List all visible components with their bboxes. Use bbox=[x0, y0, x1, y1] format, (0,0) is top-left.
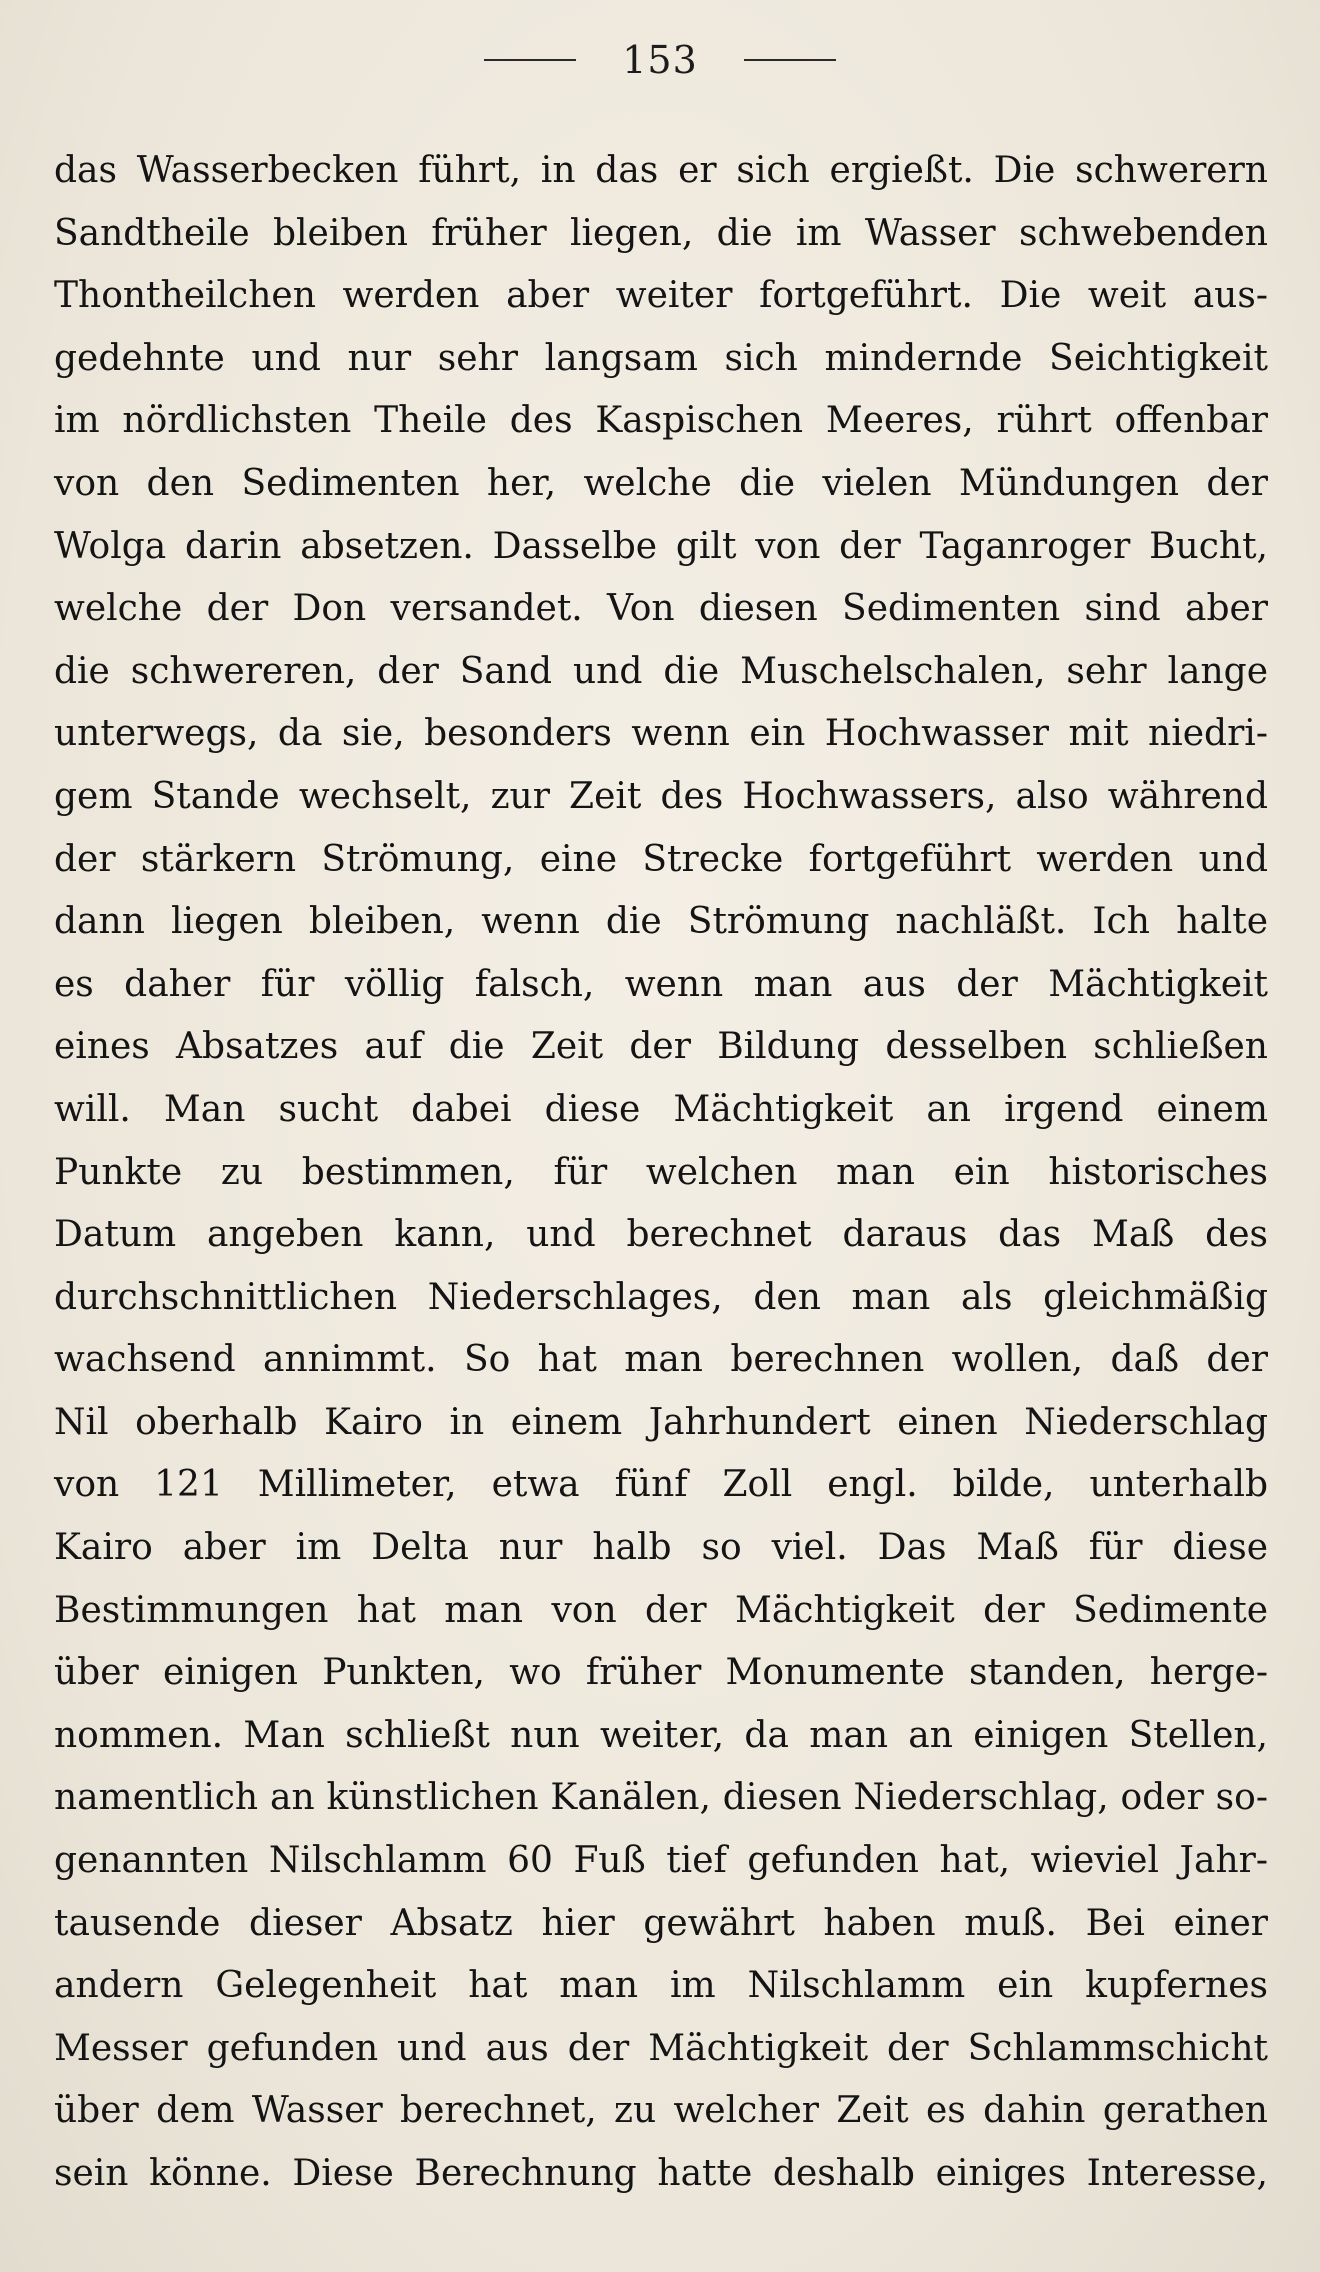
text-line: durchschnittlichen Niederschlages, den man als gleichmäßig bbox=[54, 1276, 1268, 1318]
text-line: Punkte zu bestimmen, für welchen man ein historisches bbox=[54, 1151, 1268, 1193]
text-line: Thontheilchen werden aber weiter fortgeführt. Die weit aus- bbox=[54, 275, 1268, 317]
text-line: über dem Wasser berechnet, zu welcher Zeit es dahin gerathen bbox=[54, 2090, 1268, 2132]
text-line: das Wasserbecken führt, in das er sich ergießt. Die schwerern bbox=[54, 150, 1268, 191]
text-line: der stärkern Strömung, eine Strecke fortgeführt werden und bbox=[54, 838, 1268, 880]
text-line: Bestimmungen hat man von der Mächtigkeit der Sedimente bbox=[54, 1589, 1268, 1631]
text-line: von 121 Millimeter, etwa fünf Zoll engl. bilde, unterhalb bbox=[54, 1464, 1268, 1506]
page-header bbox=[0, 30, 1320, 90]
text-line: andern Gelegenheit hat man im Nilschlamm ein kupfernes bbox=[54, 1965, 1268, 2007]
header-rule-right bbox=[744, 59, 836, 61]
text-line: wachsend annimmt. So hat man berechnen wollen, daß der bbox=[54, 1339, 1268, 1381]
text-line: dann liegen bleiben, wenn die Strömung nachläßt. Ich halte bbox=[54, 901, 1268, 943]
text-line: gem Stande wechselt, zur Zeit des Hochwassers, also während bbox=[54, 775, 1268, 817]
text-line: nommen. Man schließt nun weiter, da man an einigen Stellen, bbox=[54, 1714, 1268, 1756]
text-line: tausende dieser Absatz hier gewährt haben muß. Bei einer bbox=[54, 1902, 1268, 1944]
body-text bbox=[54, 140, 1268, 2206]
header-rule-left bbox=[484, 59, 576, 61]
text-line: von den Sedimenten her, welche die vielen Mündungen der bbox=[54, 462, 1268, 504]
text-line: genannten Nilschlamm 60 Fuß tief gefunden hat, wieviel Jahr- bbox=[54, 1840, 1268, 1882]
text-line: sein könne. Diese Berechnung hatte deshalb einiges Interesse, bbox=[54, 2153, 1268, 2194]
text-line: im nördlichsten Theile des Kaspischen Meeres, rührt offenbar bbox=[54, 400, 1268, 442]
text-line: Nil oberhalb Kairo in einem Jahrhundert einen Niederschlag bbox=[54, 1401, 1268, 1443]
text-line: Datum angeben kann, und berechnet daraus das Maß des bbox=[54, 1214, 1268, 1256]
text-line: Sandtheile bleiben früher liegen, die im Wasser schwebenden bbox=[54, 212, 1268, 254]
text-line: namentlich an künstlichen Kanälen, diesen Niederschlag, oder so- bbox=[54, 1777, 1268, 1819]
text-line: eines Absatzes auf die Zeit der Bildung desselben schließen bbox=[54, 1026, 1268, 1068]
text-line: will. Man sucht dabei diese Mächtigkeit an irgend einem bbox=[54, 1088, 1268, 1130]
text-line: Wolga darin absetzen. Dasselbe gilt von der Taganroger Bucht, bbox=[54, 525, 1268, 567]
page-number: 153 bbox=[622, 38, 698, 82]
text-line: es daher für völlig falsch, wenn man aus der Mächtigkeit bbox=[54, 963, 1268, 1005]
text-line: welche der Don versandet. Von diesen Sedimenten sind aber bbox=[54, 588, 1268, 630]
text-line: Messer gefunden und aus der Mächtigkeit der Schlammschicht bbox=[54, 2027, 1268, 2069]
text-line: gedehnte und nur sehr langsam sich mindernde Seichtigkeit bbox=[54, 337, 1268, 379]
text-line: über einigen Punkten, wo früher Monumente standen, herge- bbox=[54, 1652, 1268, 1694]
text-line: Kairo aber im Delta nur halb so viel. Das Maß für diese bbox=[54, 1527, 1268, 1569]
text-line: die schwereren, der Sand und die Muschelschalen, sehr lange bbox=[54, 650, 1268, 692]
text-line: unterwegs, da sie, besonders wenn ein Hochwasser mit niedri- bbox=[54, 713, 1268, 755]
